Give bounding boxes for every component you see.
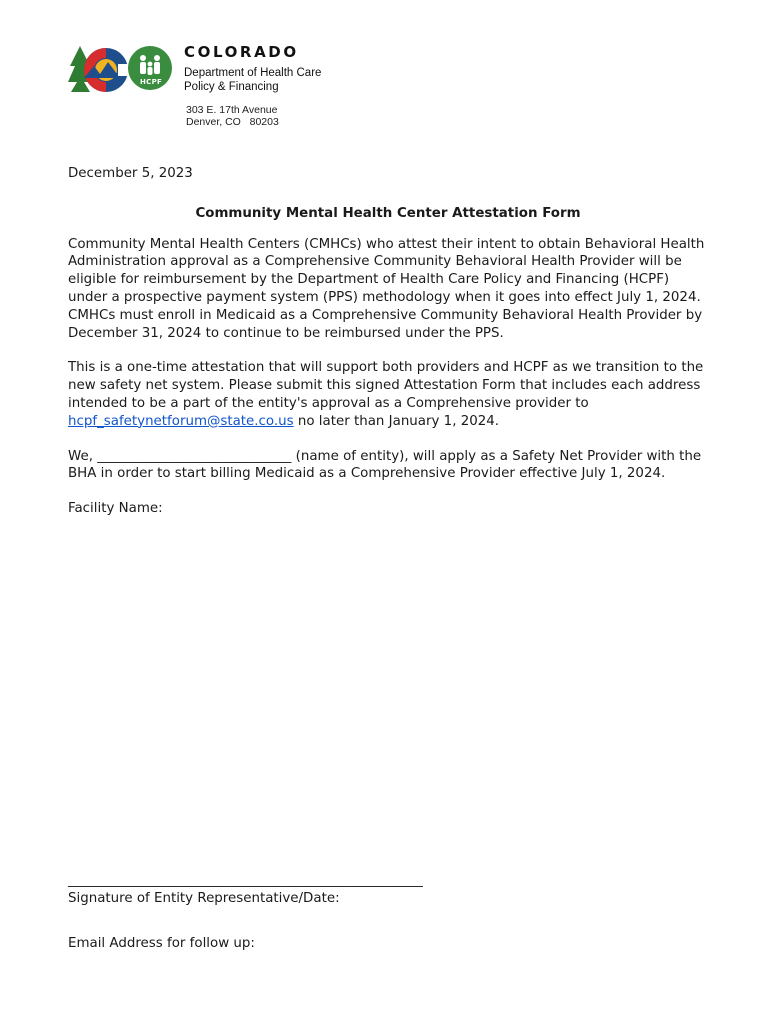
letter-date: December 5, 2023 bbox=[68, 166, 193, 181]
colorado-c-logo-icon bbox=[68, 44, 172, 96]
paragraph-submission-text: This is a one-time attestation that will support both providers and HCPF as we transition to the new safety net system. Please submit this signed Attestation Form that includes each address intended to be a part of the entity's approval as a Comprehensive provider to bbox=[68, 360, 704, 411]
hcpf-badge-label: HCPF bbox=[140, 78, 163, 86]
department-line-2: Policy & Financing bbox=[184, 81, 279, 93]
email-link[interactable]: hcpf_safetynetforum@state.co.us bbox=[68, 413, 294, 429]
paragraph-eligibility: Community Mental Health Centers (CMHCs) who attest their intent to obtain Behavioral Health Administration approval as a Comprehensive Community Behavioral Health Provider will be eligible for reimbursement by the Department of Health Care Policy and Financing (HCPF) under a prospective payment system (PPS) methodology when it goes into effect July 1, 2024. CMHCs must enroll in Medicaid as a Comprehensive Community Behavioral Health Provider by December 31, 2024 to continue to be reimbursed under the PPS. bbox=[68, 236, 705, 341]
letter-body bbox=[68, 165, 708, 518]
signature-label: Signature of Entity Representative/Date: bbox=[68, 890, 340, 906]
form-title: Community Mental Health Center Attestation Form bbox=[195, 205, 581, 221]
department-name bbox=[184, 66, 321, 94]
org-name: COLORADO bbox=[184, 43, 299, 61]
paragraph-submission bbox=[68, 359, 708, 430]
department-line-1: Department of Health Care bbox=[184, 67, 322, 79]
paragraph-submission-tail: no later than January 1, 2024. bbox=[293, 413, 500, 429]
address-line-2: Denver, CO 80203 bbox=[186, 116, 279, 128]
facility-name-label: Facility Name: bbox=[68, 501, 163, 517]
address-block bbox=[186, 104, 279, 128]
email-followup-label: Email Address for follow up: bbox=[68, 936, 255, 951]
address-line-1: 303 E. 17th Avenue bbox=[186, 104, 278, 116]
paragraph-attestation: We, _____________________________ (name of entity), will apply as a Safety Net Provider with the BHA in order to start billing Medicaid as a Comprehensive Provider effective July 1, 2024. bbox=[68, 448, 702, 482]
letterhead bbox=[68, 40, 388, 135]
signature-area bbox=[68, 872, 708, 908]
signature-line: _____________________________________________________ bbox=[68, 873, 423, 888]
